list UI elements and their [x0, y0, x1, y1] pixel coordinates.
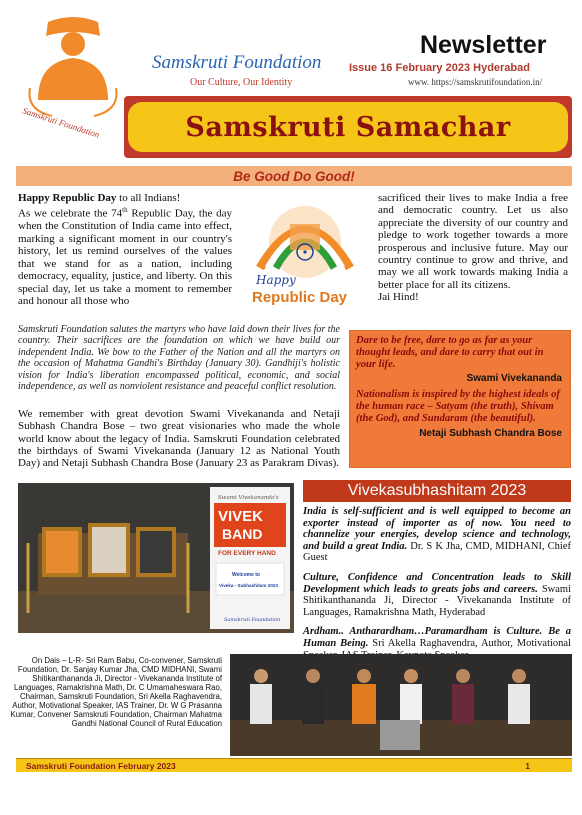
viv-item-2-emph: Culture, Confidence and Concentration leads to Skill Development which leads to greats jobs and careers. — [303, 571, 571, 595]
masthead-title: Samskruti Samachar — [185, 111, 511, 143]
banner-vivek: VIVEK — [218, 508, 264, 525]
logo-arc-text: Samskruti Foundation — [21, 105, 101, 140]
ordinal-suffix: th — [122, 206, 128, 215]
intro-left-column — [18, 192, 232, 307]
banner-welcome: Welcome to — [232, 572, 260, 578]
intro-text-b: Republic Day, the day when the Constitution of India came into effect, marking a significant moment in our country's history, let us remind ourselves of the values that we stand for as a nation, including democracy, equality, justice, and liberty. On this special day, let us take a moment to remember and honour all those who — [18, 208, 232, 307]
banner-top-text: Swami Vivekananda's — [218, 495, 279, 501]
intro-right-text: sacrificed their lives to make India a free and democratic country. Let us also appreciate the diversity of our country and pledge to work together towards a more prosperous and inclusive future. May our country continue to grow and thrive, and may we all work towards making India a better place for all its citizens. — [378, 192, 568, 291]
quote-author-vivekananda: Swami Vivekananda — [466, 373, 562, 385]
banner-band: BAND — [222, 526, 263, 542]
masthead-banner — [124, 96, 572, 158]
viv-item-1-speaker: Dr. S K Jha, CMD, MIDHANI, Chief Guest — [303, 540, 571, 564]
slogan-text: Be Good Do Good! — [233, 168, 355, 184]
martyrs-salute-paragraph: Samskruti Foundation salutes the martyrs who have laid down their lives for the country. Their sacrifices are the foundation on which we have build our independent India. We bow to the Father of the Nation and all the martyrs on the occasion of Mahatma Gandhi's Birthday (January 30). Gandhiji's holistic vision for India's liberation encompassed political, economic, and social independence, as well as nonviolent resistance and peaceful conflict resolution. — [18, 324, 340, 393]
vivekasubhashitam-heading: Vivekasubhashitam 2023 — [303, 480, 571, 502]
viv-item-3-emph: Ardham.. Antharardham…Paramardham is Culture. Be a Human Being. — [303, 626, 571, 649]
greeting-bold: Happy Republic Day — [18, 192, 117, 204]
graphic-republic-day: Republic Day — [252, 289, 348, 306]
republic-day-graphic — [238, 198, 372, 310]
viv-item-1-emph: India is self-sufficient and is well equipped to become an exporter instead of importer as of now. You need to channelize your energies, develop science and technology, and build a great India. — [303, 506, 571, 552]
newsletter-title: Newsletter — [420, 31, 547, 59]
slogan-bar — [16, 166, 572, 186]
viv-item-3-speaker: Sri Akella Raghavendra, Author, Motivational — [372, 637, 571, 649]
graphic-happy: Happy — [256, 273, 296, 287]
intro-text-a: As we celebrate the 74 — [18, 208, 123, 221]
page-number: 1 — [525, 760, 530, 771]
viv-item — [303, 506, 571, 564]
banner-subtitle: FOR EVERY HAND — [218, 550, 276, 557]
quote-netaji: Nationalism is inspired by the highest ideals of the human race – Satyam (the truth), Shivam (the God), and Sundaram (the beautiful). — [356, 389, 560, 424]
issue-line: Issue 16 February 2023 Hyderabad — [349, 62, 530, 74]
quotes-box — [349, 330, 571, 468]
banner-org: Samskruti Foundation — [224, 617, 281, 623]
event-stage-photo — [18, 483, 294, 633]
org-tagline: Our Culture, Our Identity — [190, 77, 293, 88]
website-link[interactable]: www. https://samskrutifoundation.in/ — [408, 77, 543, 87]
sign-off: Jai Hind! — [378, 291, 419, 304]
viv-item — [303, 572, 571, 618]
viv-item-2-speaker: Swami Shitikanthananda Ji, Director - Vivekananda Institute of Languages, Ramakrishna Math, Hyderabad — [303, 583, 571, 618]
greeting-rest: to all Indians! — [116, 192, 181, 204]
dais-photo — [230, 654, 572, 756]
intro-right-column — [378, 192, 568, 304]
dais-photo-caption: On Dais – L-R- Sri Ram Babu, Co-convener, Samskruti Foundation, Dr. Sanjay Kumar Jha, CMD MIDHANI, Swami Shitikanthananda Ji, Director - Vivekananda Institute of Languages, Ramakrishna Math, Dr. C Umamaheswara Rao, Chairman, Samskruti Foundation, Sri Akella Raghavendra, Author, Motivational Speaker, IAS Trainer, Dr. W G Prasanna Kumar, Convener Samskruti Foundation, Chairman Mahatma Gandhi National Council of Rural Education — [10, 656, 222, 728]
remembrance-paragraph: We remember with great devotion Swami Vivekananda and Netaji Subhash Chandra Bose – two great visionaries who made the whole world know about the legacy of India. Samskruti Foundation celebrated the birthdays of Swami Vivekananda (January 12 as National Youth Day) and Netaji Subhash Chandra Bose (January 23 as Parakram Divas). — [18, 408, 340, 470]
org-name: Samskruti Foundation — [152, 52, 322, 73]
foundation-logo — [8, 10, 138, 140]
footer-label: Samskruti Foundation February 2023 — [26, 760, 176, 771]
banner-event: Viveka - Subhashitam 2023 — [219, 583, 278, 588]
quote-author-netaji: Netaji Subhash Chandra Bose — [419, 427, 562, 439]
vivekasubhashitam-quotes — [303, 506, 571, 669]
quote-vivekananda: Dare to be free, dare to go as far as your thought leads, and dare to carry that out in your life. — [356, 335, 544, 370]
page-footer — [16, 758, 572, 772]
